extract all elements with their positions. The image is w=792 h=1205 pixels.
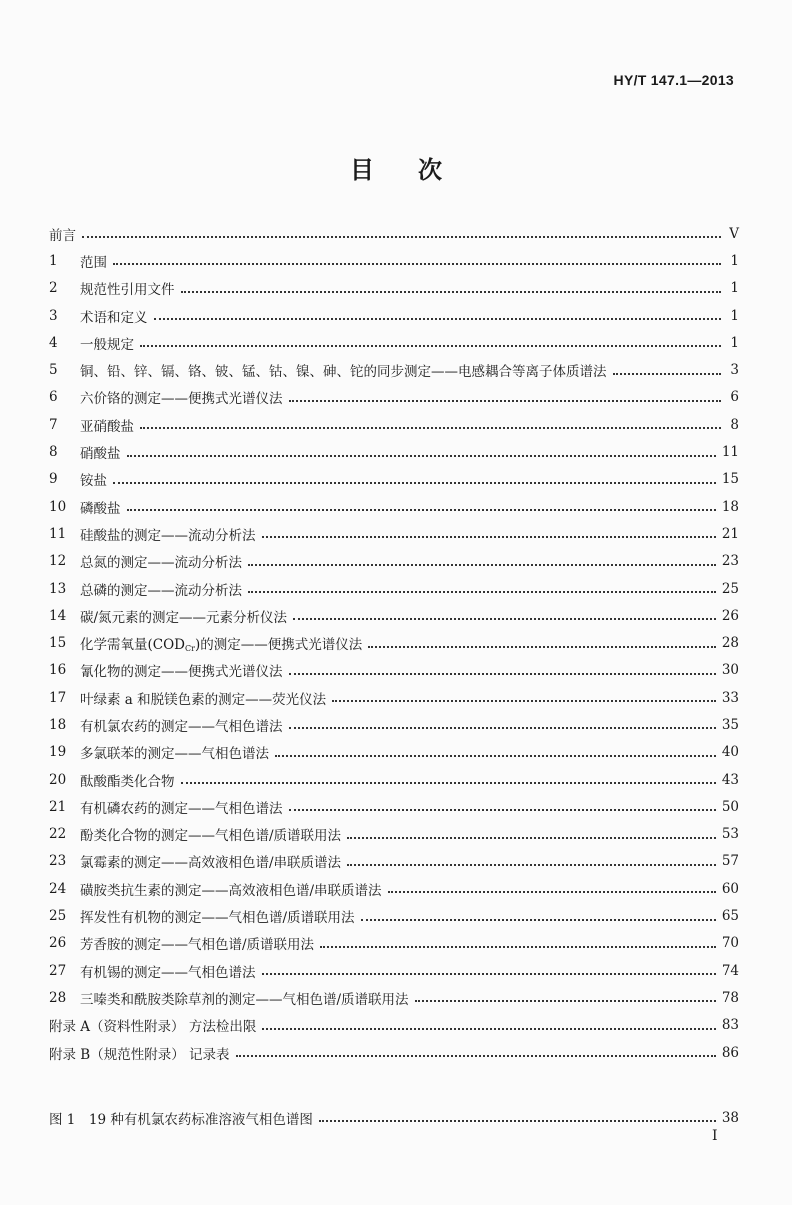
toc-entry[interactable] (49, 575, 739, 602)
toc-entry-page: 1 (730, 252, 739, 269)
dot-leader (347, 863, 716, 866)
dot-leader (262, 972, 716, 975)
toc-entry-title (80, 770, 175, 790)
toc-entry-title-text: 叶绿素 a 和脱镁色素的测定——荧光仪法 (80, 691, 327, 708)
toc-entry-title (80, 415, 134, 435)
toc-entry-page: 50 (721, 798, 739, 815)
toc-entry-page: 1 (730, 307, 739, 324)
toc-entry-title-text: 化学需氧量(COD (80, 637, 185, 654)
toc-entry-page: 43 (721, 771, 739, 788)
toc-entry-title-text: 芳香胺的测定——气相色谱/质谱联用法 (80, 937, 315, 954)
toc-entry-page: 1 (730, 280, 739, 297)
toc-entry[interactable] (49, 602, 739, 629)
dot-leader (113, 481, 716, 484)
toc-entry-title (80, 851, 341, 871)
toc-entry-title-text: 有机氯农药的测定——气相色谱法 (80, 718, 283, 735)
toc-entry-page: 60 (721, 880, 739, 897)
dot-leader (613, 372, 722, 375)
toc-entry-number: 10 (49, 498, 67, 515)
toc-entry-title-text: 磺胺类抗生素的测定——高效液相色谱/串联质谱法 (80, 882, 382, 899)
dot-leader (289, 808, 716, 811)
dot-leader (113, 262, 721, 265)
toc-entry[interactable] (49, 984, 739, 1011)
toc-entry[interactable] (49, 711, 739, 738)
toc-entry-page: 38 (721, 1109, 739, 1126)
toc-entry-title (49, 1015, 256, 1035)
dot-leader (82, 235, 721, 238)
toc-entry-number: 15 (49, 635, 67, 652)
toc-entry[interactable] (49, 684, 739, 711)
dot-leader (332, 699, 716, 702)
dot-leader (289, 672, 716, 675)
toc-entry-title-text: 总氮的测定——流动分析法 (80, 555, 242, 572)
toc-entry-title-text: 氯霉素的测定——高效液相色谱/串联质谱法 (80, 855, 342, 872)
toc-entry-title-subscript: Cr (185, 644, 195, 654)
figure-entry[interactable] (49, 1104, 739, 1131)
toc-entry[interactable] (49, 657, 739, 684)
toc-entry[interactable] (49, 629, 739, 656)
toc-entry-page: 18 (721, 498, 739, 515)
toc-entry-number: 3 (49, 307, 58, 324)
dot-leader (140, 426, 721, 429)
dot-leader (347, 836, 716, 839)
toc-entry-title (49, 1043, 230, 1063)
toc-entry-title (80, 442, 121, 462)
toc-entry[interactable] (49, 957, 739, 984)
toc-entry-page: 86 (721, 1044, 739, 1061)
dot-leader (289, 399, 722, 402)
toc-entry-page: 21 (721, 525, 739, 542)
page-title (0, 150, 792, 185)
toc-entry-page: 53 (721, 826, 739, 843)
toc-entry[interactable] (49, 848, 739, 875)
toc-entry-title-end: )的测定——便携式光谱仪法 (194, 637, 363, 654)
toc-entry-title-text: 一般规定 (80, 336, 134, 353)
toc-entry-page: 33 (721, 689, 739, 706)
dot-leader (140, 344, 721, 347)
toc-entry-number: 20 (49, 771, 67, 788)
dot-leader (415, 999, 716, 1002)
toc-entry-title (49, 1108, 313, 1128)
toc-entry-number: 4 (49, 334, 58, 351)
toc-entry-title-text: 有机锡的测定——气相色谱法 (80, 964, 256, 981)
toc-entry-title (49, 224, 76, 244)
toc-entry-title-text: 碳/氮元素的测定——元素分析仪法 (80, 609, 288, 626)
toc-entry[interactable] (49, 466, 739, 493)
toc-entry-title-text: 硝酸盐 (80, 446, 121, 463)
toc-entry-page: 35 (721, 716, 739, 733)
dot-leader (236, 1054, 716, 1057)
toc-entry-number: 5 (49, 362, 58, 379)
toc-entry-page: 11 (721, 444, 739, 461)
dot-leader (262, 535, 716, 538)
dot-leader (248, 590, 716, 593)
toc-entry-number: 27 (49, 962, 67, 979)
toc-entry-page: 83 (721, 1017, 739, 1034)
toc-entry-number: 28 (49, 989, 67, 1006)
toc-entry-title-text: 附录 A（资料性附录） 方法检出限 (49, 1019, 257, 1036)
toc-entry-title (80, 469, 107, 489)
toc-entry-page: 65 (721, 908, 739, 925)
toc-entry-title-text: 范围 (80, 254, 107, 271)
toc-entry-page: 70 (721, 935, 739, 952)
toc-entry-page: V (729, 225, 739, 242)
dot-leader (275, 754, 716, 757)
toc-entry-number: 13 (49, 580, 67, 597)
toc-entry-title-text: 前言 (49, 227, 76, 244)
table-of-contents (49, 220, 739, 1066)
toc-entry[interactable] (49, 793, 739, 820)
toc-entry-title (80, 933, 314, 953)
toc-entry-title-text: 亚硝酸盐 (80, 418, 134, 435)
toc-entry[interactable] (49, 520, 739, 547)
toc-entry-page: 40 (721, 744, 739, 761)
toc-entry[interactable] (49, 1012, 739, 1039)
toc-entry-number: 24 (49, 880, 67, 897)
toc-entry-number: 26 (49, 935, 67, 952)
toc-entry-title (80, 961, 256, 981)
toc-entry-title-text: 总磷的测定——流动分析法 (80, 582, 242, 599)
toc-entry-page: 8 (730, 416, 739, 433)
toc-entry-number: 9 (49, 471, 58, 488)
dot-leader (262, 1027, 715, 1030)
toc-entry-page: 57 (721, 853, 739, 870)
toc-entry[interactable] (49, 875, 739, 902)
toc-entry-number: 1 (49, 252, 58, 269)
dot-leader (293, 617, 716, 620)
dot-leader (388, 890, 716, 893)
toc-entry-page: 28 (721, 635, 739, 652)
toc-entry-title-text: 图 1 19 种有机氯农药标准溶液气相色谱图 (49, 1111, 313, 1128)
toc-entry-title (80, 251, 107, 271)
toc-entry-title (80, 633, 362, 653)
toc-entry-number: 21 (49, 798, 67, 815)
toc-entry-title (80, 824, 341, 844)
toc-entry-page: 15 (721, 471, 739, 488)
toc-entry-title-text: 磷酸盐 (80, 500, 121, 517)
toc-entry-title (80, 278, 175, 298)
toc-entry[interactable] (49, 220, 739, 247)
toc-entry-number: 22 (49, 826, 67, 843)
toc-entry[interactable] (49, 302, 739, 329)
toc-entry-title (80, 688, 326, 708)
dot-leader (181, 290, 722, 293)
toc-entry-title-text: 铵盐 (80, 473, 107, 490)
toc-entry-page: 74 (721, 962, 739, 979)
toc-entry-title-text: 酚类化合物的测定——气相色谱/质谱联用法 (80, 828, 342, 845)
toc-entry-title (80, 742, 269, 762)
toc-entry[interactable] (49, 275, 739, 302)
toc-entry-number: 25 (49, 908, 67, 925)
toc-entry-title (80, 879, 382, 899)
dot-leader (361, 918, 716, 921)
toc-entry-title-text: 三嗪类和酰胺类除草剂的测定——气相色谱/质谱联用法 (80, 991, 409, 1008)
toc-entry-title (80, 606, 287, 626)
toc-entry-title (80, 988, 409, 1008)
toc-entry-title (80, 360, 607, 380)
toc-entry-title (80, 333, 134, 353)
toc-entry-page: 30 (721, 662, 739, 679)
toc-entry-title-text: 附录 B（规范性附录） 记录表 (49, 1046, 230, 1063)
toc-entry[interactable] (49, 493, 739, 520)
toc-entry[interactable] (49, 438, 739, 465)
toc-entry-title (80, 715, 283, 735)
dot-leader (319, 1119, 716, 1122)
toc-entry-title-text: 多氯联苯的测定——气相色谱法 (80, 746, 269, 763)
toc-entry[interactable] (49, 739, 739, 766)
toc-entry-page: 26 (721, 607, 739, 624)
dot-leader (368, 645, 716, 648)
figure-list (49, 1104, 739, 1131)
toc-entry-page: 3 (730, 362, 739, 379)
toc-entry-title-text: 六价铬的测定——便携式光谱仪法 (80, 391, 283, 408)
toc-entry-title-text: 规范性引用文件 (80, 282, 175, 299)
toc-entry-number: 8 (49, 444, 58, 461)
toc-entry-title-text: 有机磷农药的测定——气相色谱法 (80, 800, 283, 817)
dot-leader (289, 726, 716, 729)
toc-entry[interactable] (49, 247, 739, 274)
toc-entry-title (80, 551, 242, 571)
toc-entry-title (80, 524, 256, 544)
toc-entry[interactable] (49, 766, 739, 793)
toc-entry-title (80, 660, 283, 680)
toc-entry-page: 78 (721, 989, 739, 1006)
toc-entry-number: 16 (49, 662, 67, 679)
toc-entry-title-text: 氰化物的测定——便携式光谱仪法 (80, 664, 283, 681)
title-char-2: 次 (418, 156, 442, 184)
toc-entry[interactable] (49, 411, 739, 438)
dot-leader (127, 454, 716, 457)
toc-entry[interactable] (49, 548, 739, 575)
toc-entry-title-text: 术语和定义 (80, 309, 148, 326)
toc-entry-page: 23 (721, 553, 739, 570)
toc-entry-title-text: 硅酸盐的测定——流动分析法 (80, 527, 256, 544)
toc-entry-number: 11 (49, 525, 67, 542)
dot-leader (248, 563, 716, 566)
toc-entry-number: 2 (49, 280, 58, 297)
toc-entry-number: 19 (49, 744, 67, 761)
toc-entry-page: 1 (730, 334, 739, 351)
toc-entry-page: 25 (721, 580, 739, 597)
standard-code: HY/T 147.1—2013 (613, 72, 734, 88)
toc-entry-title-text: 挥发性有机物的测定——气相色谱/质谱联用法 (80, 910, 355, 927)
toc-entry-title (80, 579, 242, 599)
dot-leader (320, 945, 716, 948)
toc-entry[interactable] (49, 384, 739, 411)
toc-entry[interactable] (49, 902, 739, 929)
dot-leader (127, 508, 716, 511)
dot-leader (181, 781, 716, 784)
toc-entry-number: 18 (49, 716, 67, 733)
toc-entry-page: 6 (730, 389, 739, 406)
toc-entry-title (80, 387, 283, 407)
toc-entry-number: 12 (49, 553, 67, 570)
page-folio: I (712, 1128, 718, 1144)
toc-entry-title (80, 497, 121, 517)
toc-entry-title (80, 797, 283, 817)
toc-entry[interactable] (49, 329, 739, 356)
toc-entry-title (80, 306, 148, 326)
toc-entry-number: 7 (49, 416, 58, 433)
toc-entry[interactable] (49, 356, 739, 383)
toc-entry-number: 14 (49, 607, 67, 624)
toc-entry[interactable] (49, 821, 739, 848)
toc-entry[interactable] (49, 1039, 739, 1066)
toc-entry-title-text: 酞酸酯类化合物 (80, 773, 175, 790)
toc-entry-number: 17 (49, 689, 67, 706)
toc-entry-title (80, 906, 355, 926)
toc-entry-number: 23 (49, 853, 67, 870)
toc-entry-number: 6 (49, 389, 58, 406)
title-char-1: 目 (350, 156, 374, 184)
dot-leader (154, 317, 722, 320)
toc-entry[interactable] (49, 930, 739, 957)
toc-entry-title-text: 铜、铅、锌、镉、铬、铍、锰、钴、镍、砷、铊的同步测定——电感耦合等离子体质谱法 (80, 364, 607, 381)
